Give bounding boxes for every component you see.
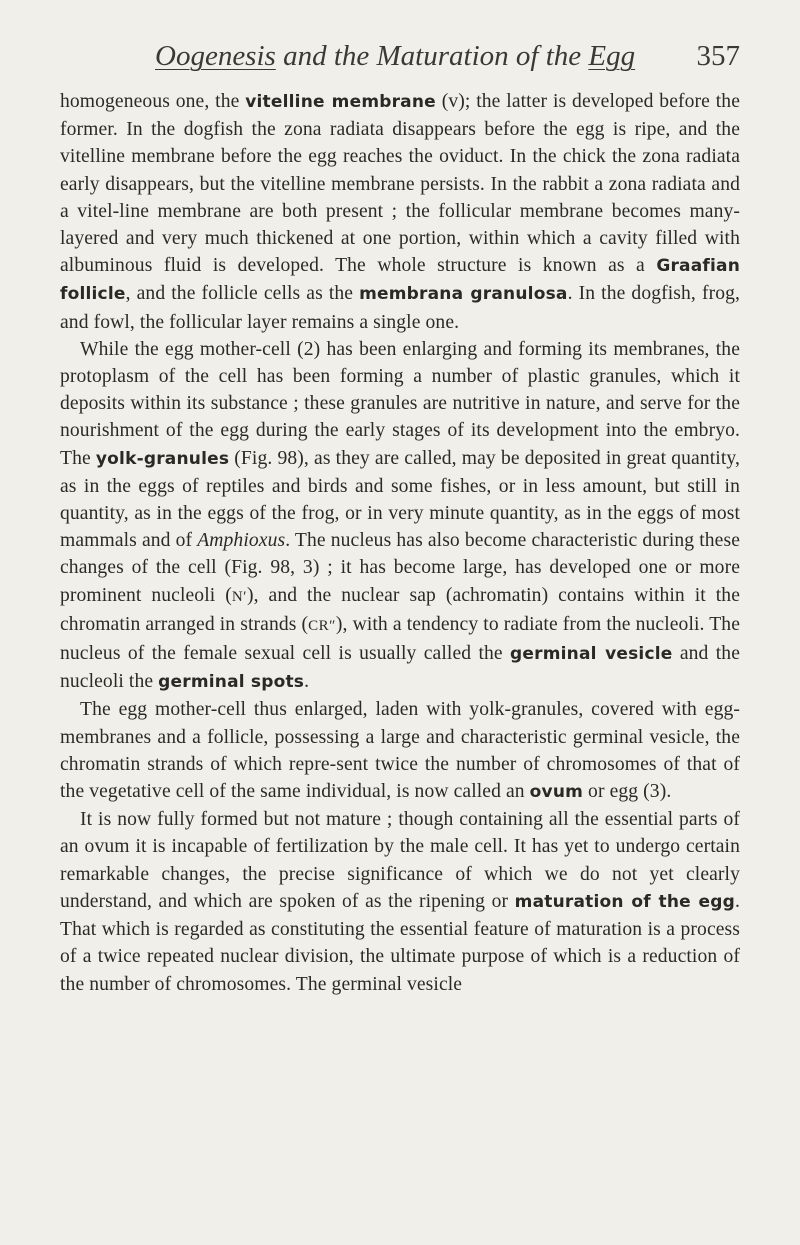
text-run: . In the dogfish, frog, and fowl, the follicular layer remains a single one. (60, 283, 740, 333)
text-run: . That which is regarded as constituting the essential feature of maturation is a process of a twice repeated nuclear division, the ultimate purpose of which is a reduction of the number of chromosomes. The germinal vesicle (60, 890, 740, 995)
text-run: homogeneous one, the (60, 91, 246, 112)
figure-label: CR″ (308, 617, 336, 634)
running-head-word-5: Egg (588, 40, 636, 72)
text-run: . (304, 671, 310, 693)
page-header (60, 40, 740, 84)
italic-term: Amphioxus (197, 530, 286, 552)
text-run: (v); the latter is developed before the former. In the dogfish the zona radiata disappears before the egg is ripe, and the vitelline membrane before the egg reaches the oviduct. In the chick the zona radiata early disappears, but the vitelline membrane persists. In the rabbit a zona radiata and a vitel-line membrane are both present ; the follicular membrane becomes many-layered and very much thickened at one portion, within which a cavity filled with albuminous fluid is developed. The whole structure is known as a (60, 91, 741, 277)
text-run: ), and the nuclear sap (achromatin) contains within it the chromatin arranged in strands ( (60, 584, 741, 635)
text-run: ), with a tendency to radiate from the nucleoli. The nucleus of the female sexual cell is usually called the (60, 613, 740, 665)
bold-term: germinal spots (158, 672, 305, 693)
bold-term: yolk-granules (95, 448, 230, 469)
running-head-word-3: Maturation (376, 40, 509, 72)
paragraph-4 (60, 806, 740, 997)
running-head-word-4: of the (508, 40, 589, 72)
text-run: , and the follicle cells as the (125, 283, 360, 305)
text-run: (Fig. 98), as they are called, may be deposited in great quantity, as in the eggs of reptiles and birds and some fishes, or in less amount, but still in quantity, as in the eggs of the frog, or in very minute quantity, as in the eggs of most mammals and of (60, 447, 740, 552)
bold-term: maturation of the egg (514, 891, 735, 912)
running-head-word-1: Oogenesis (155, 40, 276, 72)
bold-term: ovum (529, 782, 584, 803)
text-run: It is now fully formed but not mature ; though containing all the essential parts of an ovum it is incapable of fertilization by the male cell. It has yet to undergo certain remarkable changes, the precise significance of which we do not yet clearly understand, and which are spoken of as the ripening or (60, 809, 740, 912)
bold-term: germinal vesicle (510, 644, 673, 665)
paragraph-3 (60, 696, 740, 806)
text-run: . The nucleus has also become characteristic during these changes of the cell (Fig. 98, 3) ; it has become large, has developed one or more prominent nucleoli ( (60, 530, 740, 606)
bold-term: vitelline membrane (245, 92, 436, 112)
text-run: The egg mother-cell thus enlarged, laden with yolk-granules, covered with egg-membranes and a follicle, possessing a large and characteristic germinal vesicle, the chromatin strands of which repre-sent twice the number of chromosomes of that of the vegetative cell of the same individual, is now called an (60, 699, 740, 803)
bold-term: Graafian follicle (60, 256, 740, 305)
running-head (155, 40, 635, 73)
text-run: or egg (3). (583, 781, 672, 803)
body-text (60, 88, 740, 998)
running-head-word-2: and the (275, 40, 377, 72)
bold-term: membrana granulosa (359, 284, 568, 305)
paragraph-2 (60, 336, 740, 697)
text-run: While the egg mother-cell (2) has been enlarging and forming its membranes, the protoplasm of the cell has been forming a number of plastic granules, which it deposits within its substance ; these granules are nutritive in nature, and serve for the nourishment of the egg during the early stages of its development into the embryo. The (60, 338, 740, 469)
page-number: 357 (696, 40, 740, 72)
text-run: and the nucleoli the (60, 643, 740, 693)
paragraph-1 (60, 88, 740, 336)
figure-label: N′ (231, 588, 247, 605)
